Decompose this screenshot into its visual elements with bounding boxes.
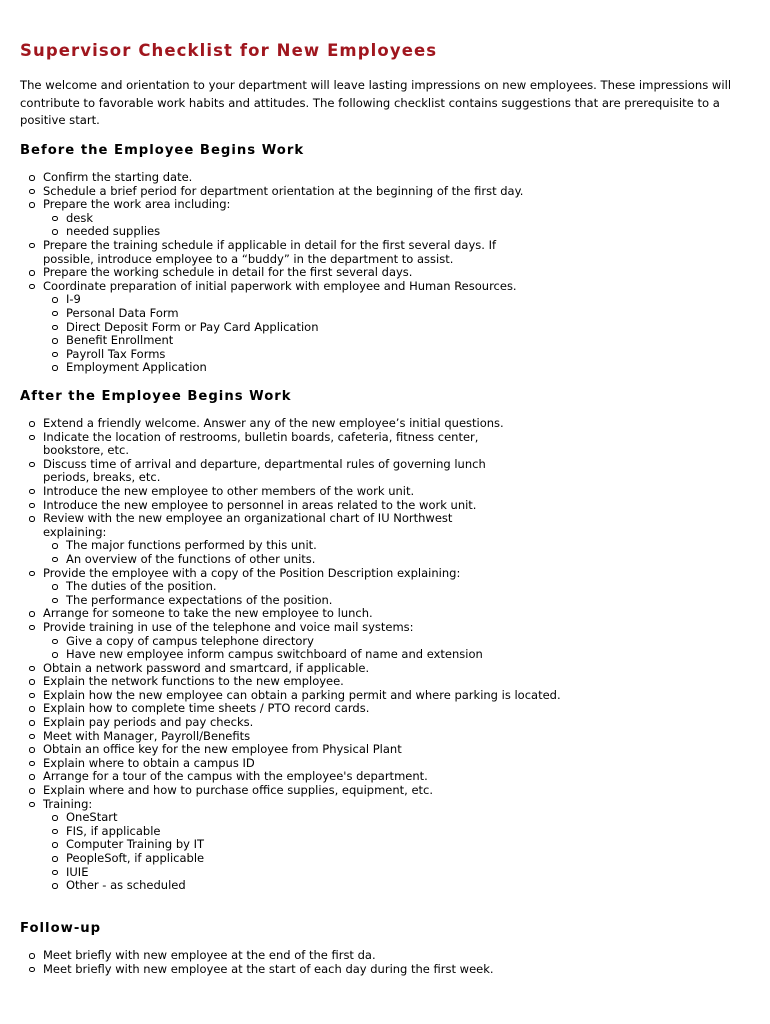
list-item: Obtain an office key for the new employee from Physical Plant — [20, 743, 563, 757]
list-item: Introduce the new employee to other members of the work unit. — [20, 485, 563, 499]
list-item: Introduce the new employee to personnel in areas related to the work unit. — [20, 499, 563, 513]
list-item: Obtain a network password and smartcard, if applicable. — [20, 662, 563, 676]
sub-list-item: Other - as scheduled — [43, 879, 563, 893]
sub-list-item: Direct Deposit Form or Pay Card Application — [43, 321, 523, 335]
list-item — [20, 198, 523, 239]
section-heading-followup: Follow-up — [20, 921, 102, 936]
intro-paragraph: The welcome and orientation to your department will leave lasting impressions on new employees. These impressions will contribute to favorable work habits and attitudes. The following checklist contains suggestions that are prerequisite to a positive start. — [20, 78, 732, 127]
sub-list-item: An overview of the functions of other units. — [43, 553, 505, 567]
list-item: Explain where to obtain a campus ID — [20, 757, 563, 771]
list-item: Confirm the starting date. — [20, 171, 523, 185]
list-item-label: Training: — [43, 796, 93, 811]
sub-list-item: The major functions performed by this unit. — [43, 539, 505, 553]
list-item-label: Prepare the work area including: — [43, 197, 231, 212]
list-item: Discuss time of arrival and departure, departmental rules of governing lunch periods, breaks, etc. — [20, 458, 523, 485]
sub-list-item: OneStart — [43, 811, 563, 825]
list-item — [20, 280, 523, 375]
list-item: Meet briefly with new employee at the end of the first da. — [20, 949, 494, 963]
sublist — [43, 539, 505, 566]
sub-list-item: Employment Application — [43, 361, 523, 375]
list-item — [20, 512, 505, 566]
list-item: Schedule a brief period for department orientation at the beginning of the first day. — [20, 185, 523, 199]
sub-list-item: The duties of the position. — [43, 580, 563, 594]
sub-list-item: Give a copy of campus telephone directory — [43, 635, 563, 649]
section-heading-after: After the Employee Begins Work — [20, 389, 292, 404]
list-item: Prepare the training schedule if applicable in detail for the first several days. If possible, introduce employee to a “buddy” in the department to assist. — [20, 239, 523, 266]
sub-list-item: needed supplies — [43, 225, 523, 239]
sublist — [43, 580, 563, 607]
list-item — [20, 798, 563, 893]
list-item: Explain the network functions to the new employee. — [20, 675, 563, 689]
sublist — [43, 811, 563, 893]
sub-list-item: desk — [43, 212, 523, 226]
sub-list-item: Benefit Enrollment — [43, 334, 523, 348]
sub-list-item: Have new employee inform campus switchboard of name and extension — [43, 648, 563, 662]
sub-list-item: Payroll Tax Forms — [43, 348, 523, 362]
list-item-label: Provide the employee with a copy of the Position Description explaining: — [43, 565, 461, 580]
page-title: Supervisor Checklist for New Employees — [20, 41, 438, 60]
list-item — [20, 621, 563, 662]
list-item: Indicate the location of restrooms, bulletin boards, cafeteria, fitness center, bookstore, etc. — [20, 431, 505, 458]
list-item: Explain how the new employee can obtain a parking permit and where parking is located. — [20, 689, 563, 703]
sublist — [43, 212, 523, 239]
list-item-label: Provide training in use of the telephone and voice mail systems: — [43, 619, 414, 634]
sublist — [43, 635, 563, 662]
after-checklist — [20, 417, 563, 893]
sub-list-item: The performance expectations of the position. — [43, 594, 563, 608]
sub-list-item: FIS, if applicable — [43, 825, 563, 839]
followup-checklist — [20, 949, 494, 976]
sublist — [43, 293, 523, 375]
section-heading-before: Before the Employee Begins Work — [20, 143, 305, 158]
list-item: Explain how to complete time sheets / PTO record cards. — [20, 702, 563, 716]
sub-list-item: Personal Data Form — [43, 307, 523, 321]
before-checklist — [20, 171, 523, 375]
list-item: Prepare the working schedule in detail for the first several days. — [20, 266, 523, 280]
list-item — [20, 567, 563, 608]
list-item-label: Review with the new employee an organizational chart of IU Northwest explaining: — [43, 511, 453, 539]
list-item: Arrange for someone to take the new employee to lunch. — [20, 607, 563, 621]
sub-list-item: IUIE — [43, 866, 563, 880]
list-item: Explain where and how to purchase office supplies, equipment, etc. — [20, 784, 563, 798]
sub-list-item: PeopleSoft, if applicable — [43, 852, 563, 866]
list-item-label: Coordinate preparation of initial paperwork with employee and Human Resources. — [43, 278, 517, 293]
list-item: Meet briefly with new employee at the start of each day during the first week. — [20, 963, 494, 977]
list-item: Explain pay periods and pay checks. — [20, 716, 563, 730]
list-item: Extend a friendly welcome. Answer any of the new employee’s initial questions. — [20, 417, 563, 431]
sub-list-item: Computer Training by IT — [43, 838, 563, 852]
list-item: Meet with Manager, Payroll/Benefits — [20, 730, 563, 744]
list-item: Arrange for a tour of the campus with the employee's department. — [20, 770, 563, 784]
sub-list-item: I-9 — [43, 293, 523, 307]
